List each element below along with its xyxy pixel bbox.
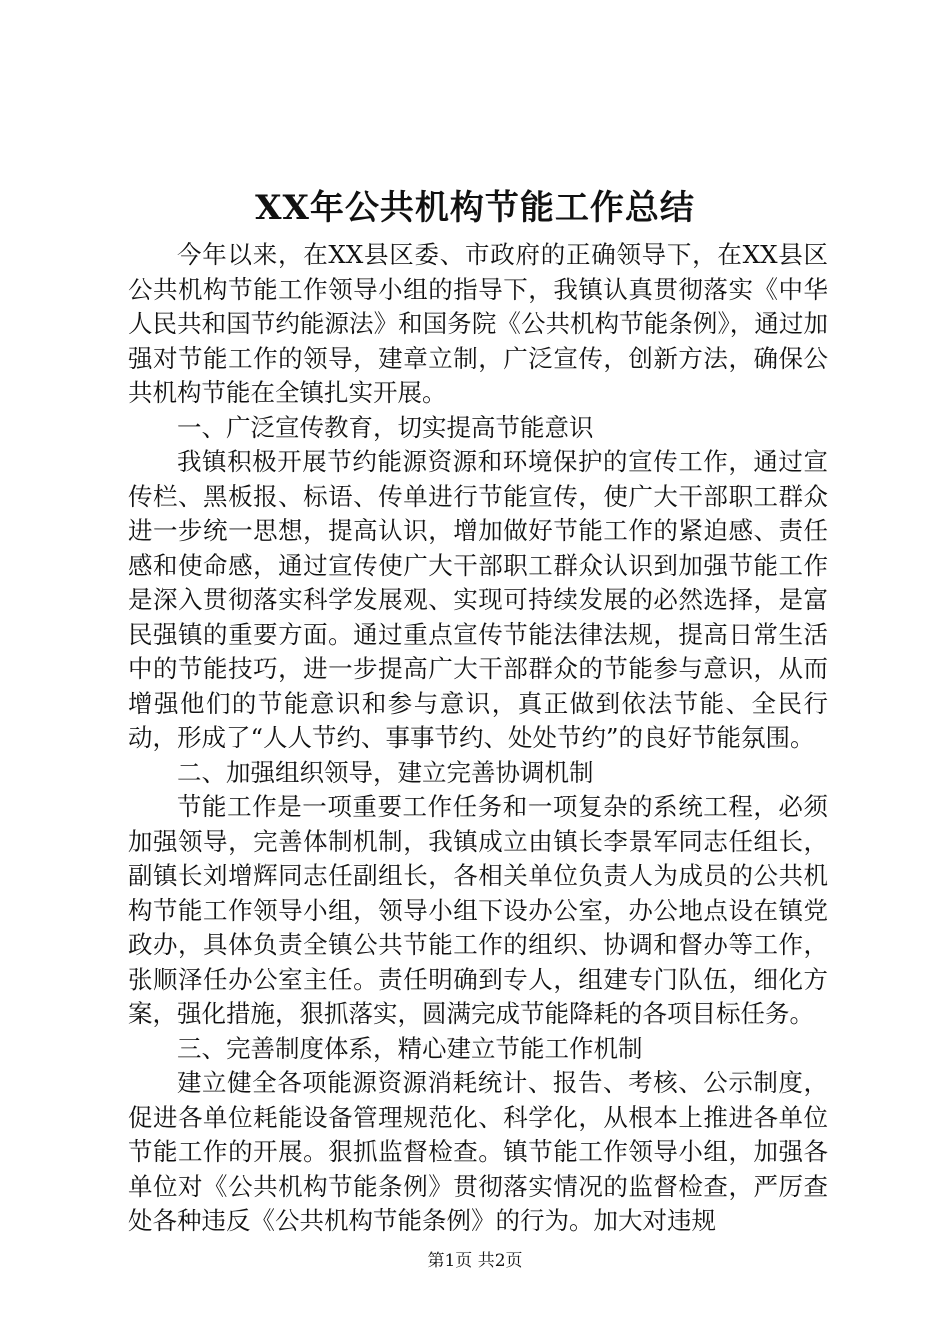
page-number-footer: 第1页 共2页 — [427, 1251, 523, 1271]
paragraph-section-3: 建立健全各项能源资源消耗统计、报告、考核、公示制度，促进各单位耗能设备管理规范化、科学化，从根本上推进各单位节能工作的开展。狠抓监督检查。镇节能工作领导小组，加强各单位对《公共机构节能条例》贯彻落实情况的监督检查，严厉查处各种违反《公共机构节能条例》的行为。加大对违规 — [128, 1068, 828, 1235]
paragraph-section-2: 节能工作是一项重要工作任务和一项复杂的系统工程，必须加强领导，完善体制机制，我镇成立由镇长李景军同志任组长，副镇长刘增辉同志任副组长，各相关单位负责人为成员的公共机构节能工作领导小组，领导小组下设办公室，办公地点设在镇党政办，具体负责全镇公共节能工作的组织、协调和督办等工作，张顺泽任办公室主任。责任明确到专人，组建专门队伍，细化方案，强化措施，狠抓落实，圆满完成节能降耗的各项目标任务。 — [128, 792, 828, 1028]
paragraph-section-1: 我镇积极开展节约能源资源和环境保护的宣传工作，通过宣传栏、黑板报、标语、传单进行节能宣传，使广大干部职工群众进一步统一思想，提高认识，增加做好节能工作的紧迫感、责任感和使命感，通过宣传使广大干部职工群众认识到加强节能工作是深入贯彻落实科学发展观、实现可持续发展的必然选择，是富民强镇的重要方面。通过重点宣传节能法律法规，提高日常生活中的节能技巧，进一步提高广大干部群众的节能参与意识，从而增强他们的节能意识和参与意识，真正做到依法节能、全民行动，形成了“人人节约、事事节约、处处节约”的良好节能氛围。 — [128, 447, 828, 752]
section-heading-1: 一、广泛宣传教育，切实提高节能意识 — [177, 412, 594, 442]
section-heading-2: 二、加强组织领导，建立完善协调机制 — [177, 757, 594, 787]
section-heading-3: 三、完善制度体系，精心建立节能工作机制 — [177, 1033, 643, 1063]
document-body — [128, 238, 828, 1239]
document-title: XX年公共机构节能工作总结 — [255, 188, 695, 228]
paragraph-intro: 今年以来，在XX县区委、市政府的正确领导下，在XX县区公共机构节能工作领导小组的指导下，我镇认真贯彻落实《中华人民共和国节约能源法》和国务院《公共机构节能条例》，通过加强对节能工作的领导，建章立制，广泛宣传，创新方法，确保公共机构节能在全镇扎实开展。 — [128, 240, 828, 407]
